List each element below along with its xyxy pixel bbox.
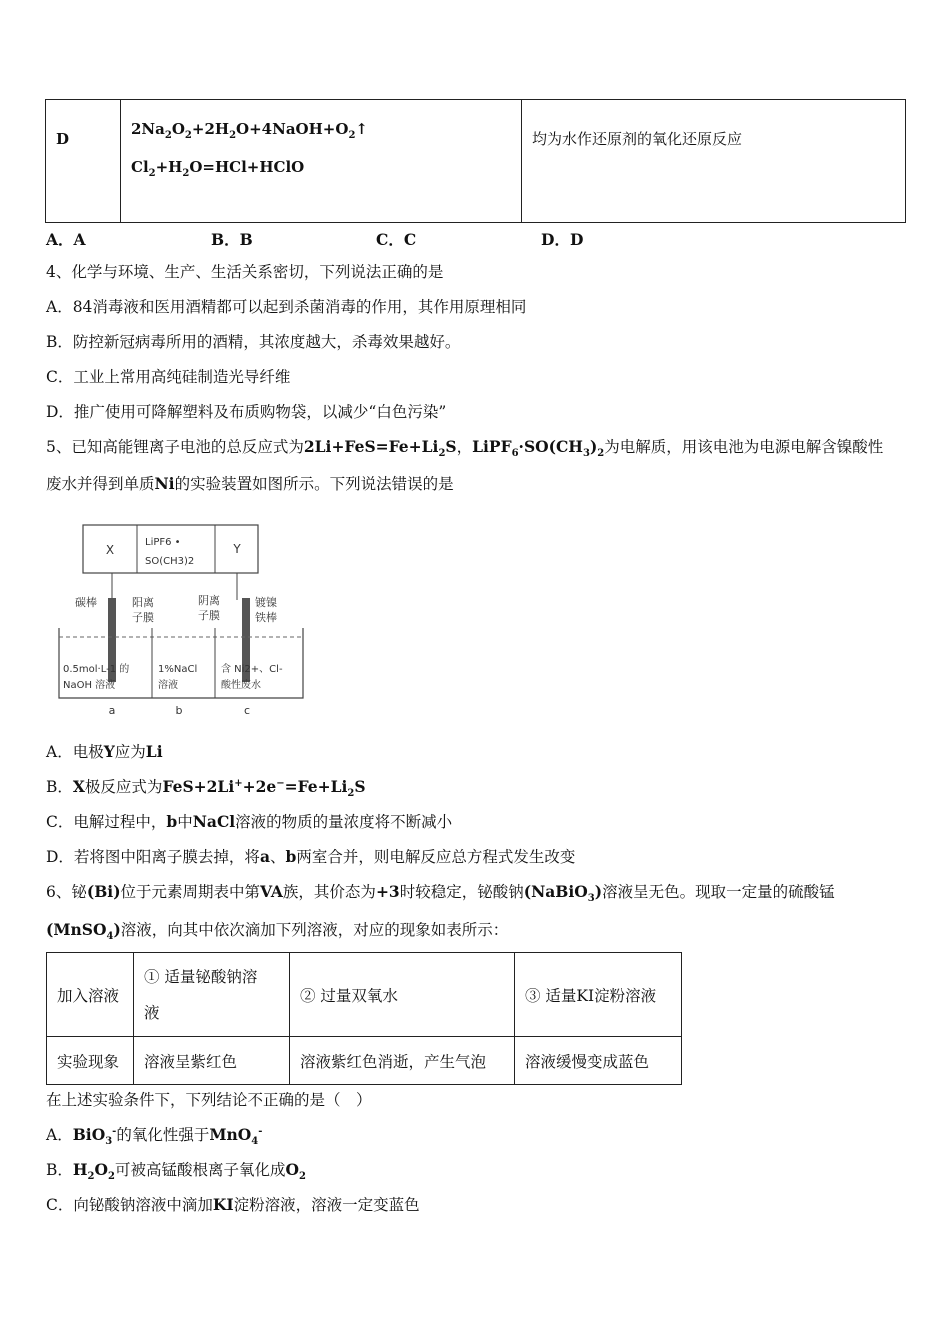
q5-stem-line2: 废水并得到单质Ni的实验装置如图所示。下列说法错误的是 xyxy=(46,474,454,493)
equation-2: $Cl_2+H_2O=HCl+HClO$ xyxy=(131,158,305,179)
q6-option-c: C．向铋酸钠溶液中滴加KI淀粉溶液，溶液一定变蓝色 xyxy=(46,1195,420,1214)
q4-option-c: C．工业上常用高纯硅制造光导纤维 xyxy=(46,368,291,386)
q3-option-d: D．D xyxy=(541,230,584,249)
q4-stem: 4、化学与环境、生产、生活关系密切，下列说法正确的是 xyxy=(46,263,444,281)
chamber-c-label: c xyxy=(243,704,251,717)
header-added-solution: 加入溶液 xyxy=(47,953,134,1037)
equation-1: $2Na_2O_2+2H_2O+4NaOH+O_2↑$ xyxy=(131,120,368,141)
q5-option-a: A．电极Y应为Li xyxy=(46,742,163,761)
q6-question: 在上述实验条件下，下列结论不正确的是（ ） xyxy=(46,1091,372,1109)
experiment-table xyxy=(46,952,682,1085)
solution-a-label-2: NaOH 溶液 xyxy=(63,680,116,691)
q5-option-d: D．若将图中阳离子膜去掉，将a、b两室合并，则电解反应总方程式发生改变 xyxy=(46,847,576,866)
table-row-label: D xyxy=(46,100,121,223)
q5-stem-line1: 5、已知高能锂离子电池的总反应式为$2Li+FeS=Fe+Li_2S$，$LiPF_6\cdot SO(CH_3)_2$为电解质，用该电池为电源电解含镍酸性 xyxy=(46,437,884,460)
cation-membrane-label-1: 阳离 xyxy=(132,596,154,609)
reaction-description: 均为水作还原剂的氧化还原反应 xyxy=(522,100,906,223)
electrolyte-label-1: LiPF6 • xyxy=(145,537,181,548)
anion-membrane-label-2: 子膜 xyxy=(198,609,220,622)
chamber-b-label: b xyxy=(175,704,183,717)
q3-option-b: B．B xyxy=(211,230,253,249)
header-ki-starch: ③ 适量KI淀粉溶液 xyxy=(515,953,682,1037)
electrode-y-label: Y xyxy=(233,542,241,556)
header-sodium-bismuthate-line2: 液 xyxy=(144,1003,160,1022)
solution-b-label-2: 溶液 xyxy=(158,680,178,691)
phenomenon-2: 溶液紫红色消逝，产生气泡 xyxy=(290,1037,515,1085)
phenomenon-3: 溶液缓慢变成蓝色 xyxy=(515,1037,682,1085)
q4-option-d: D．推广使用可降解塑料及布质购物袋，以减少“白色污染” xyxy=(46,403,447,421)
electrolyte-label-2: SO(CH3)2 xyxy=(145,556,195,567)
phenomenon-1: 溶液呈紫红色 xyxy=(134,1037,290,1085)
reaction-table xyxy=(45,99,906,223)
header-sodium-bismuthate-line1: ① 适量铋酸钠溶 xyxy=(144,967,258,986)
q5-option-b: B．X极反应式为$FeS+2Li^++2e^-=Fe+Li_2S$ xyxy=(46,777,366,800)
anion-membrane-label-1: 阴离 xyxy=(198,594,220,607)
chamber-a-label: a xyxy=(108,704,116,717)
carbon-rod-label: 碳棒 xyxy=(75,596,97,609)
electrode-x-label: X xyxy=(105,543,115,557)
q6-option-a: A．BiO$_3$-的氧化性强于MnO$_4$- xyxy=(46,1125,263,1148)
q4-option-b: B．防控新冠病毒所用的酒精，其浓度越大，杀毒效果越好。 xyxy=(46,333,461,351)
ni-rod-label-2: 铁棒 xyxy=(255,611,277,624)
header-sodium-bismuthate xyxy=(134,953,290,1037)
q6-stem-line1: 6、铋(Bi)位于元素周期表中第VA族，其价态为+3时较稳定，铋酸钠(NaBiO$_3$)溶液呈无色。现取一定量的硫酸锰 xyxy=(46,882,835,905)
electrolysis-diagram xyxy=(55,520,310,720)
solution-b-label-1: 1%NaCl xyxy=(158,664,198,675)
reaction-equations xyxy=(121,100,522,223)
solution-c-label-1: 含 Ni2+、Cl- xyxy=(221,664,283,675)
solution-a-label-1: 0.5mol·L-1 的 xyxy=(63,664,130,675)
row-phenomenon-label: 实验现象 xyxy=(47,1037,134,1085)
q3-option-a: A．A xyxy=(46,230,86,249)
cation-membrane-label-2: 子膜 xyxy=(132,611,154,624)
q6-option-b: B．$H_2O_2$可被高锰酸根离子氧化成$O_2$ xyxy=(46,1160,306,1183)
q6-stem-line2: (MnSO$_4$)溶液，向其中依次滴加下列溶液，对应的现象如表所示： xyxy=(46,920,509,943)
q4-option-a: A．84消毒液和医用酒精都可以起到杀菌消毒的作用，其作用原理相同 xyxy=(46,298,527,316)
q5-option-c: C．电解过程中，b中NaCl溶液的物质的量浓度将不断减小 xyxy=(46,812,453,831)
ni-rod-label-1: 镀镍 xyxy=(255,596,277,609)
header-hydrogen-peroxide: ② 过量双氧水 xyxy=(290,953,515,1037)
solution-c-label-2: 酸性废水 xyxy=(221,680,261,691)
q3-option-c: C．C xyxy=(376,230,417,249)
